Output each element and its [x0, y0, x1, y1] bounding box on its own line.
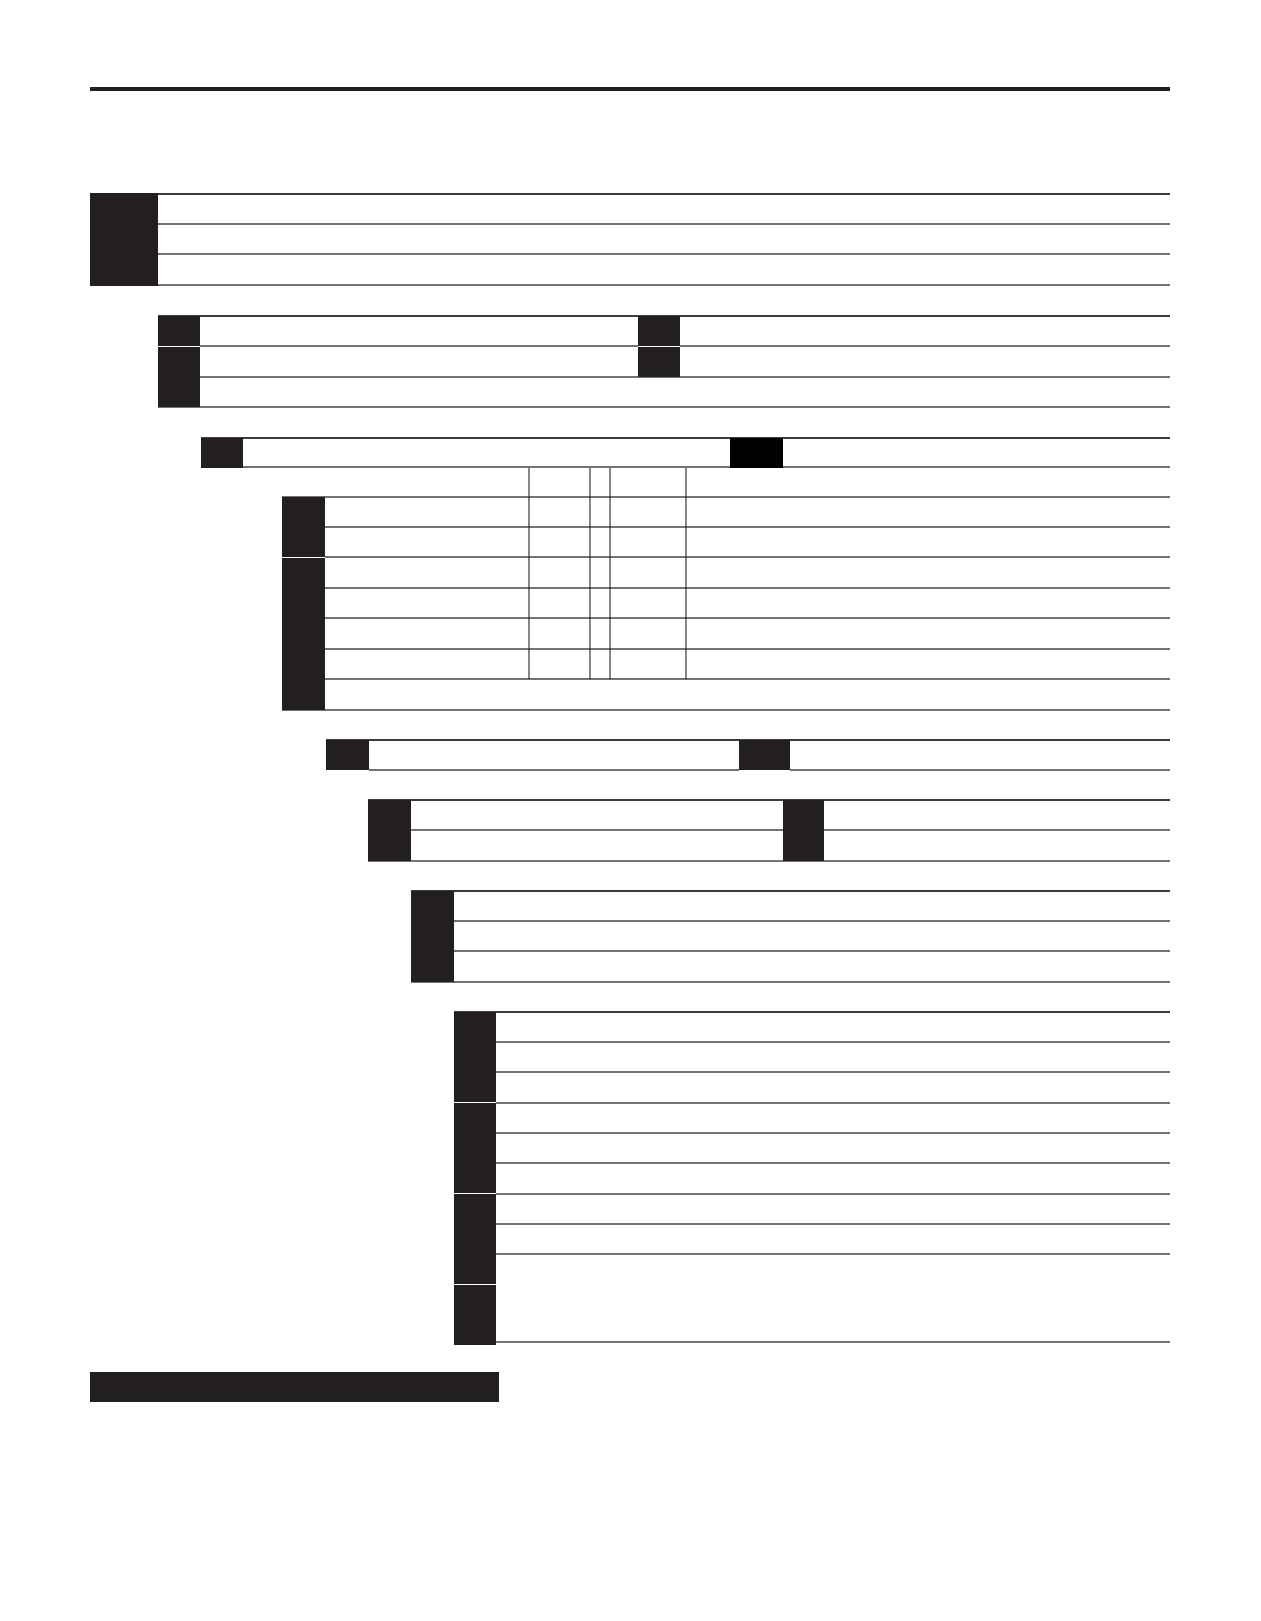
- group-3-table-box: [282, 649, 325, 679]
- group-7-code-box: [454, 1224, 496, 1254]
- group-5-code-box: [368, 800, 411, 830]
- header-rule: [90, 87, 1170, 91]
- group-2-code-box: [158, 316, 200, 346]
- group-1-code-box: [90, 193, 158, 286]
- group-6-code-box: [411, 891, 454, 921]
- group-7-code-box: [454, 1163, 496, 1193]
- group-4-code-box: [739, 740, 790, 770]
- group-3-code-box: [730, 438, 783, 468]
- group-7-code-box: [454, 1285, 496, 1315]
- group-7-code-box: [454, 1072, 496, 1102]
- result-code-bar: [90, 1372, 499, 1402]
- group-3-table-box: [282, 558, 325, 588]
- group-2-code-box: [158, 347, 200, 377]
- group-7-code-box: [454, 1012, 496, 1042]
- group-3-table-box: [282, 497, 325, 527]
- group-3-code-box: [201, 438, 243, 468]
- group-7-code-box: [454, 1042, 496, 1072]
- group-5-code-box: [783, 800, 824, 830]
- group-2-code-box: [638, 347, 680, 377]
- group-2-code-box: [158, 377, 200, 407]
- group-3-table-box: [282, 619, 325, 649]
- group-6-code-box: [411, 921, 454, 951]
- group-7-code-box: [454, 1133, 496, 1163]
- group-6-code-box: [411, 951, 454, 982]
- group-7-code-box: [454, 1254, 496, 1284]
- group-7-code-box: [454, 1315, 496, 1345]
- group-3-table-box: [282, 679, 325, 710]
- group-5-code-box: [368, 830, 411, 861]
- group-5-code-box: [783, 830, 824, 861]
- group-3-table-box: [282, 588, 325, 619]
- group-7-code-box: [454, 1103, 496, 1133]
- group-4-code-box: [326, 740, 369, 770]
- group-3-table-box: [282, 527, 325, 557]
- group-2-code-box: [638, 316, 680, 346]
- group-7-code-box: [454, 1194, 496, 1224]
